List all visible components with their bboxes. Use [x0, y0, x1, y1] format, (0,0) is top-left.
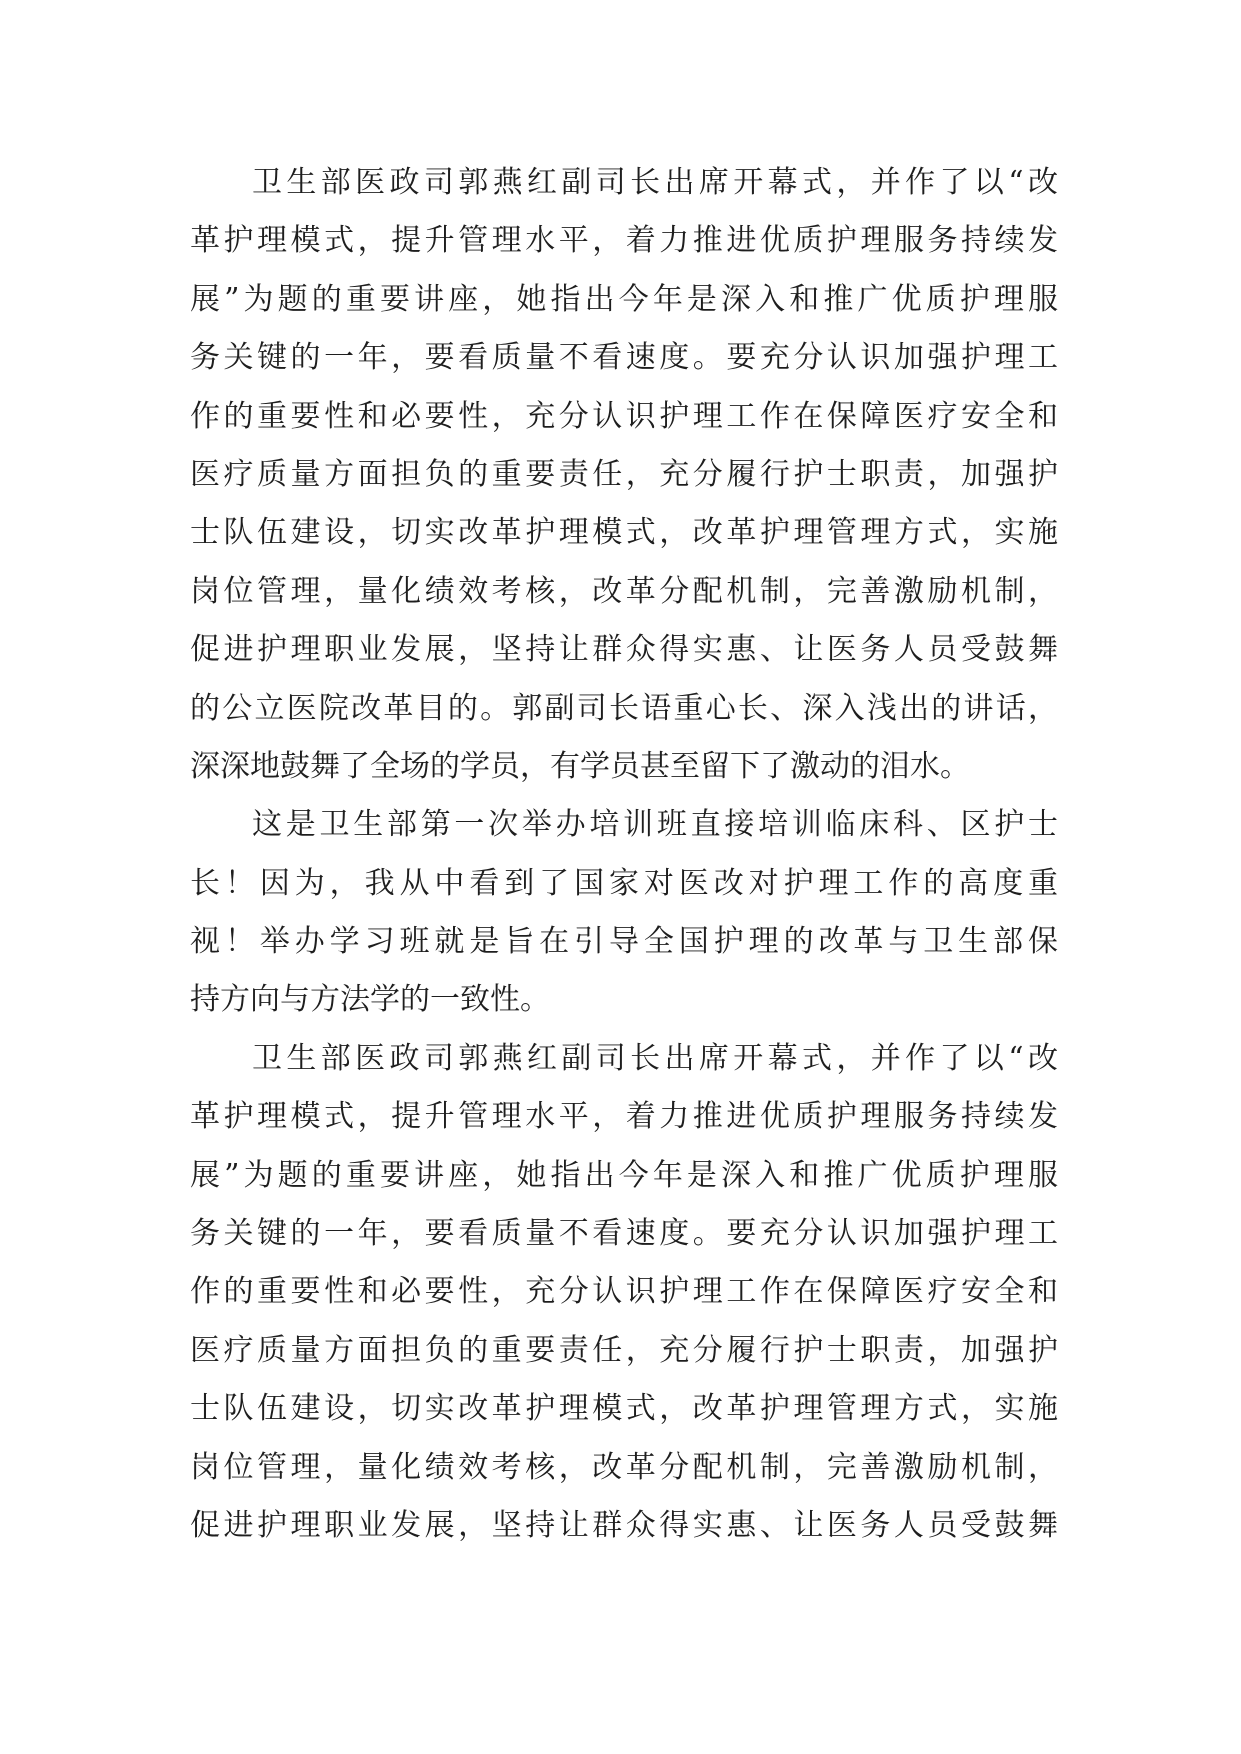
text-line: 医疗质量方面担负的重要责任，充分履行护士职责，加强护: [190, 456, 1058, 492]
document-body: [190, 154, 1058, 1555]
text-line: 深深地鼓舞了全场的学员，有学员甚至留下了激动的泪水。: [190, 748, 970, 784]
text-line: 促进护理职业发展，坚持让群众得实惠、让医务人员受鼓舞: [190, 632, 1058, 668]
text-line: 岗位管理，量化绩效考核，改革分配机制，完善激励机制，: [190, 573, 1058, 609]
text-line: 持方向与方法学的一致性。: [190, 982, 550, 1018]
paragraph-1: [190, 154, 1058, 796]
text-line: 作的重要性和必要性，充分认识护理工作在保障医疗安全和: [190, 398, 1058, 434]
text-line: 促进护理职业发展，坚持让群众得实惠、让医务人员受鼓舞: [190, 1507, 1058, 1543]
text-line: 务关键的一年，要看质量不看速度。要充分认识加强护理工: [190, 1216, 1058, 1252]
text-line: 士队伍建设，切实改革护理模式，改革护理管理方式，实施: [190, 515, 1058, 551]
text-line: 长！因为，我从中看到了国家对医改对护理工作的高度重: [190, 865, 1058, 901]
paragraph-3: [190, 1030, 1058, 1556]
text-line: 的公立医院改革目的。郭副司长语重心长、深入浅出的讲话，: [190, 690, 1058, 726]
text-line: 岗位管理，量化绩效考核，改革分配机制，完善激励机制，: [190, 1449, 1058, 1485]
text-line: 卫生部医政司郭燕红副司长出席开幕式，并作了以“改: [252, 165, 1058, 200]
text-line: 展”为题的重要讲座，她指出今年是深入和推广优质护理服: [190, 1157, 1058, 1193]
paragraph-2: [190, 796, 1058, 1030]
text-line: 士队伍建设，切实改革护理模式，改革护理管理方式，实施: [190, 1391, 1058, 1427]
text-line: 革护理模式，提升管理水平，着力推进优质护理服务持续发: [190, 1099, 1058, 1135]
text-line: 这是卫生部第一次举办培训班直接培训临床科、区护士: [252, 807, 1058, 843]
text-line: 视！举办学习班就是旨在引导全国护理的改革与卫生部保: [190, 924, 1058, 960]
text-line: 展”为题的重要讲座，她指出今年是深入和推广优质护理服: [190, 281, 1058, 317]
text-line: 作的重要性和必要性，充分认识护理工作在保障医疗安全和: [190, 1274, 1058, 1310]
text-line: 卫生部医政司郭燕红副司长出席开幕式，并作了以“改: [252, 1040, 1058, 1076]
text-line: 革护理模式，提升管理水平，着力推进优质护理服务持续发: [190, 223, 1058, 259]
text-line: 医疗质量方面担负的重要责任，充分履行护士职责，加强护: [190, 1332, 1058, 1368]
text-line: 务关键的一年，要看质量不看速度。要充分认识加强护理工: [190, 340, 1058, 376]
